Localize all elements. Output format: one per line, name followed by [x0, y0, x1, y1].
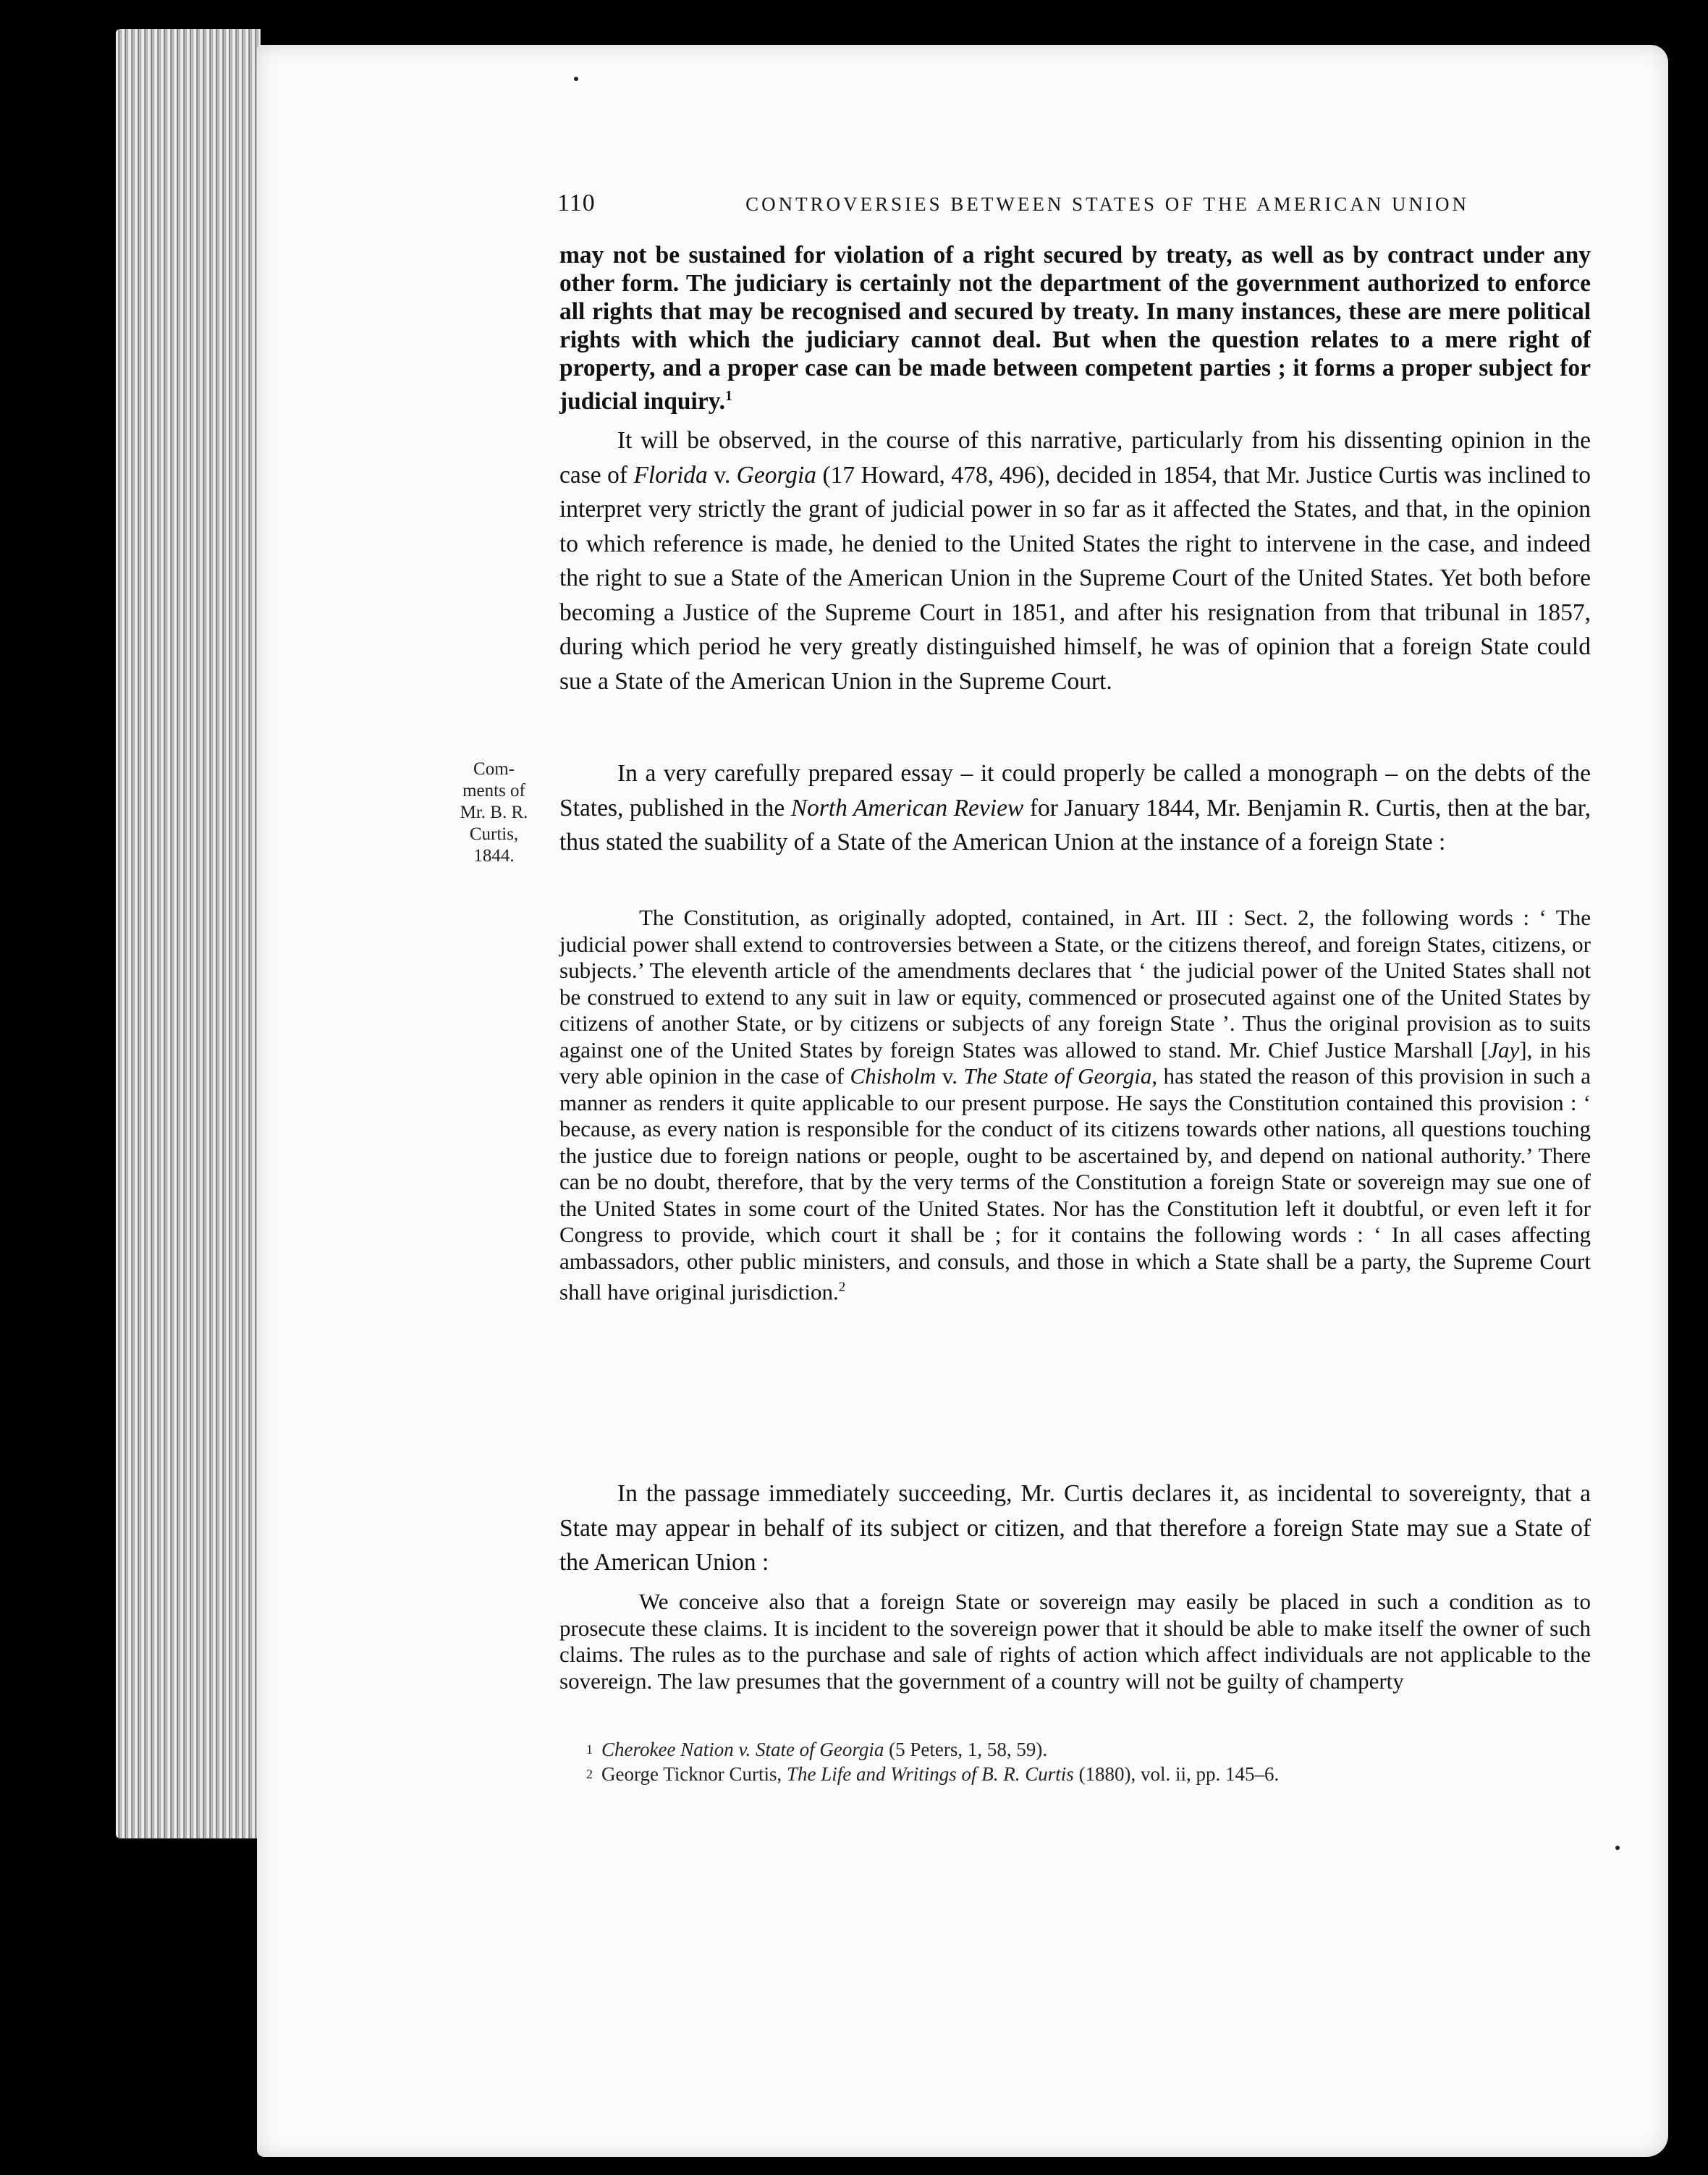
sidenote-line: ments of	[462, 781, 525, 801]
page-number: 110	[557, 190, 596, 216]
block-quote-1	[559, 905, 1591, 1306]
footnote-2-author: George Ticknor Curtis,	[601, 1763, 787, 1785]
name-jay: Jay	[1488, 1036, 1520, 1063]
paragraph-4-text: In the passage immediately succeeding, Mr. Curtis declares it, as incidental to sovereignty, that a State may appear in behalf of its subject or citizen, and that therefore a foreign State may sue a State of the American Union :	[559, 1480, 1591, 1576]
journal-title: North American Review	[790, 794, 1024, 822]
page-speck	[1615, 1846, 1620, 1850]
paragraph-2-text-a: It will be observed, in the course of this narrative, particularly from his dissenting opinion in the case of	[559, 427, 1591, 489]
footnote-1-mark: 1	[586, 1742, 593, 1757]
footnote-1	[586, 1737, 1599, 1762]
footnote-1-citation: (5 Peters, 1, 58, 59).	[884, 1739, 1048, 1760]
paragraph-1	[559, 241, 1591, 415]
footnote-2-mark: 2	[586, 1767, 593, 1781]
footnote-2	[586, 1762, 1599, 1786]
case-name-georgia: Georgia	[736, 461, 817, 489]
sidenote-line: Curtis,	[469, 824, 519, 844]
quote-1-text-b: ], in his very able opinion in the case of	[559, 1036, 1591, 1089]
quote-2-text: We conceive also that a foreign State or sovereign may easily be placed in such a condition as to prosecute these claims. It is incident to the sovereign power that it should be able to make itself the owner of such claims. The rules as to the purchase and sale of rights of action which affect individuals are not applicable to the sovereign. The law presumes that the government of a country will not be guilty of champerty	[559, 1589, 1591, 1694]
versus: v.	[936, 1063, 964, 1089]
block-quote-2	[559, 1589, 1591, 1694]
footnote-2-citation: (1880), vol. ii, pp. 145–6.	[1073, 1763, 1280, 1785]
quote-1-text-a: The Constitution, as originally adopted, contained, in Art. III : Sect. 2, the following words : ‘ The judicial power shall extend to controversies between a State, or the citizens thereof, and foreign States, citizens, or subjects.’ The eleventh article of the amendments declares that ‘ the judicial power of the United States shall not be construed to extend to any suit in law or equity, commenced or prosecuted against one of the United States by citizens of another State, or by citizens or subjects of any foreign State ’. Thus the original provision as to suits against one of the United States by foreign States was allowed to stand. Mr. Chief Justice Marshall [	[559, 905, 1591, 1063]
paragraph-2	[559, 423, 1591, 698]
footnote-ref-1: 1	[725, 388, 732, 404]
book-page-edges	[116, 29, 261, 1838]
sidenote-line: Mr. B. R.	[460, 803, 528, 822]
paragraph-1-text: may not be sustained for violation of a right secured by treaty, as well as by contract under any other form. The judiciary is certainly not the department of the government authorized to enforce all rights that may be recognised and secured by treaty. In many instances, these are mere political rights with which the judiciary cannot deal. But when the question relates to a mere right of property, and a proper case can be made between competent parties ; it forms a proper subject for judicial inquiry.	[559, 242, 1591, 415]
running-title: CONTROVERSIES BETWEEN STATES OF THE AMERICAN UNION	[745, 193, 1469, 215]
paragraph-3	[559, 756, 1591, 860]
footnote-ref-2: 2	[838, 1280, 846, 1295]
case-name-chisholm: Chisholm	[850, 1063, 937, 1089]
paragraph-3-text-a: In a very carefully prepared essay – it could properly be called a monograph – on the debts of the States, published in the	[559, 760, 1591, 822]
sidenote-line: 1844.	[473, 846, 515, 866]
running-head	[557, 190, 1469, 217]
margin-sidenote	[434, 759, 554, 867]
paragraph-4	[559, 1477, 1591, 1580]
sidenote-line: Com-	[473, 759, 515, 779]
footnote-2-title: The Life and Writings of B. R. Curtis	[787, 1763, 1074, 1785]
footnote-1-case: Cherokee Nation v. State of Georgia	[601, 1739, 884, 1760]
quote-1-text-c: , has stated the reason of this provision in such a manner as renders it quite applicable to our present purpose. He says the Constitution contained this provision : ‘ because, as every nation is responsible for the conduct of its citizens towards other nations, all questions touching the justice due to foreign nations or people, ought to be ascertained by, and depend on national authority.’ There can be no doubt, therefore, that by the very terms of the Constitution a foreign State or sovereign may sue one of the United States in some court of the United States. Nor has the Constitution left it doubtful, or even left it for Congress to provide, which court it shall be ; for it contains the following words : ‘ In all cases affecting ambassadors, other public ministers, and consuls, and those in which a State shall be a party, the Supreme Court shall have original jurisdiction.	[559, 1063, 1591, 1305]
paragraph-2-text-b: (17 Howard, 478, 496), decided in 1854, that Mr. Justice Curtis was inclined to interpret very strictly the grant of judicial power in so far as it affected the States, and that, in the opinion to which reference is made, he denied to the United States the right to intervene in the case, and indeed the right to sue a State of the American Union in the Supreme Court of the United States. Yet both before becoming a Justice of the Supreme Court in 1851, and after his resignation from that tribunal in 1857, during which period he very greatly distinguished himself, he was of opinion that a foreign State could sue a State of the American Union in the Supreme Court.	[559, 461, 1591, 695]
footnotes	[586, 1737, 1599, 1786]
paragraph-3-text-b: for January 1844, Mr. Benjamin R. Curtis, then at the bar, thus stated the suability of a State of the American Union at the instance of a foreign State :	[559, 794, 1591, 856]
versus: v.	[707, 461, 737, 489]
page-speck	[574, 77, 578, 81]
case-name-florida: Florida	[633, 461, 708, 489]
case-name-state-of-georgia: The State of Georgia	[963, 1063, 1152, 1089]
